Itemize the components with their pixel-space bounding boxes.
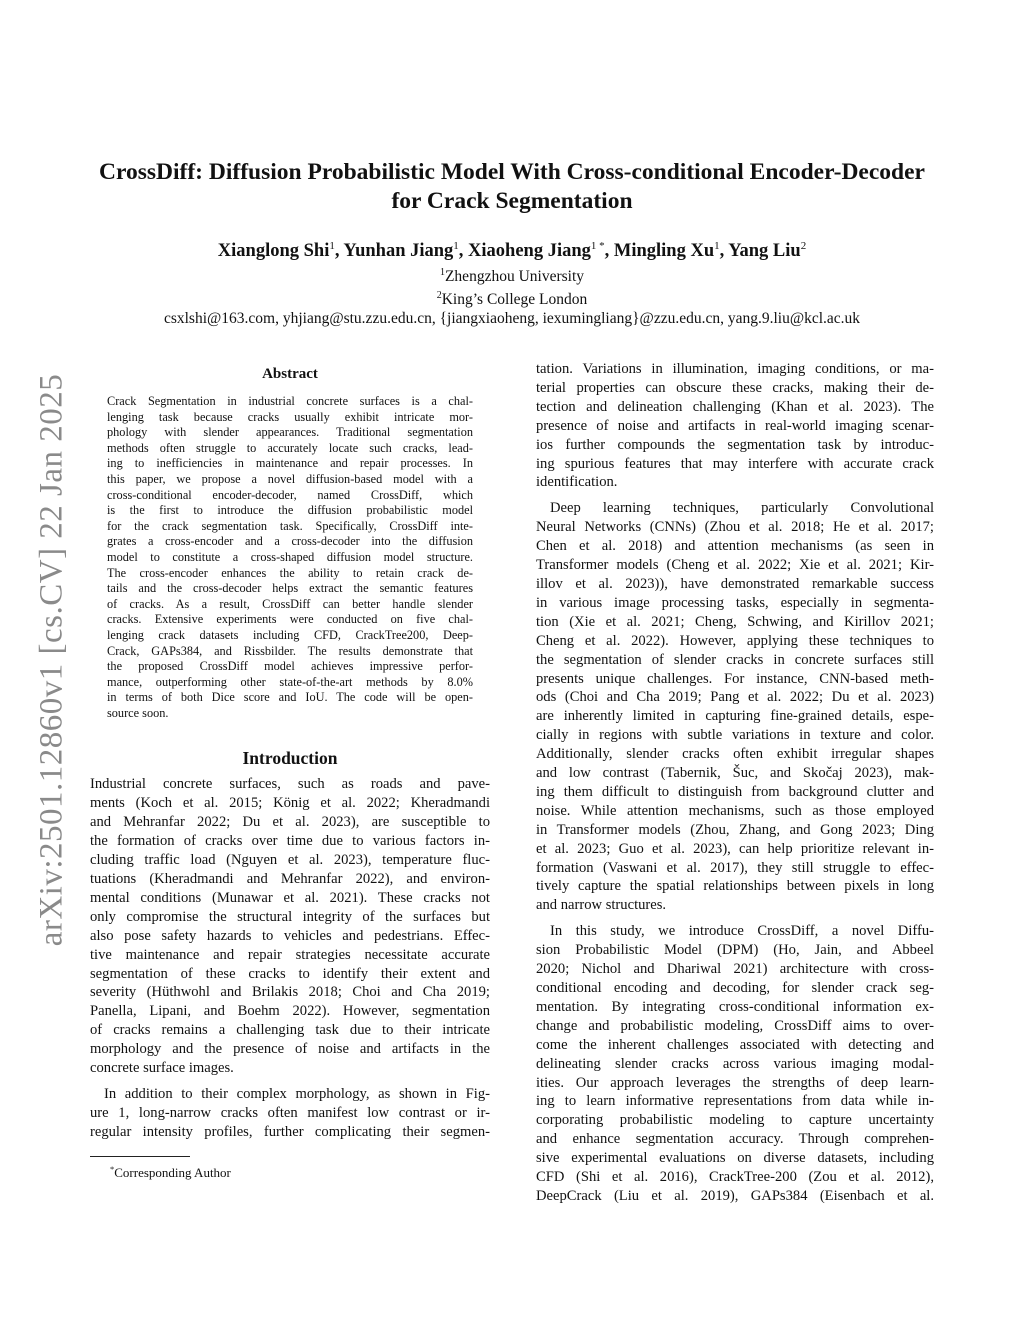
author-name: Yunhan Jiang	[343, 241, 454, 261]
text-line: tuations (Kheradmandi and Mehranfar 2022), and environ-	[90, 871, 490, 887]
text-line: mance, outperforming other state-of-the-art methods by 8.0%	[107, 674, 473, 689]
paper-title	[80, 158, 944, 216]
text-line: tection and delineation challenging (Khan et al. 2023). The	[536, 398, 934, 415]
text-line: ing spurious features that may interfere with accurate crack	[536, 455, 934, 472]
text-line: are inherently limited in capturing fine-grained details, espe-	[536, 708, 934, 725]
text-line: mental conditions (Munawar et al. 2021). These cracks not	[90, 889, 490, 906]
left-column-body	[90, 775, 490, 1141]
footnote-text: Corresponding Author	[114, 1165, 231, 1180]
author-emails: csxlshi@163.com, yhjiang@stu.zzu.edu.cn, {jiangxiaoheng, iexumingliang}@zzu.edu.cn, yang.9.liu@kcl.ac.uk	[163, 310, 861, 327]
text-line: 2020; Nichol and Dhariwal 2021) architecture with cross-	[536, 961, 934, 978]
introduction-heading: Introduction	[242, 748, 338, 769]
paragraph	[90, 775, 490, 1078]
text-line: presence of noise and artifacts in real-world imaging scenar-	[536, 417, 934, 434]
text-line: tive maintenance and repair strategies necessitate accurate	[90, 946, 490, 963]
text-line: is the first to introduce the diffusion probabilistic model	[107, 503, 473, 518]
text-line: ities. Our approach leverages the strengths of deep learn-	[536, 1074, 934, 1091]
abstract-heading: Abstract	[262, 366, 318, 382]
author-name: Mingling Xu	[613, 241, 715, 261]
abstract-body	[107, 394, 473, 721]
text-line: corporating probabilistic modeling to capture uncertainty	[536, 1112, 934, 1129]
author-name: Xiaoheng Jiang	[468, 241, 591, 261]
footnote	[110, 1161, 231, 1181]
text-line: source soon.	[107, 705, 169, 720]
text-line: cracks. Extensive experiments were conducted on five chal-	[107, 612, 473, 627]
text-line: phology with slender appearances. Traditional segmentation	[107, 425, 473, 440]
text-line: and low contrast (Tabernik, Šuc, and Skočaj 2023), mak-	[536, 765, 934, 782]
text-line: this paper, we propose a novel diffusion-based model with a	[107, 471, 473, 486]
title-line-2: for Crack Segmentation	[391, 188, 633, 214]
author-separator: ,	[334, 241, 344, 261]
text-line: ing them difficult to distinguish from background clutter and	[536, 783, 934, 800]
text-line: identification.	[536, 474, 618, 491]
text-line: morphology and the presence of noise and artifacts in the	[90, 1041, 490, 1058]
text-line: In addition to their complex morphology, as shown in Fig-	[104, 1085, 490, 1102]
author-affiliation-mark: 1	[329, 240, 335, 252]
text-line: CFD (Shi et al. 2016), CrackTree-200 (Zou et al. 2012),	[536, 1169, 934, 1186]
text-line: et al. 2023; Guo et al. 2023), can help prioritize relevant in-	[536, 840, 934, 857]
text-line: regular intensity profiles, further complicating their segmen-	[90, 1123, 490, 1140]
text-line: severity (Hüthwohl and Brilakis 2018; Choi and Cha 2019;	[90, 984, 490, 1001]
text-line: formation (Vaswani et al. 2017), they still struggle to effec-	[536, 859, 934, 876]
text-line: Crack, GAPs384, and Rissbilder. The results demonstrate that	[107, 643, 473, 658]
text-line: tation. Variations in illumination, imaging conditions, or ma-	[536, 361, 934, 377]
text-line: Crack Segmentation in industrial concrete surfaces is a chal-	[107, 394, 473, 408]
text-line: of cracks. As a result, CrossDiff can better handle slender	[107, 596, 473, 611]
text-line: mentation. By integrating cross-conditional information ex-	[536, 998, 934, 1015]
text-line: Panella, Lipani, and Boehm 2022). However, segmentation	[90, 1003, 490, 1020]
text-line: sive experimental evaluations on diverse datasets, including	[536, 1150, 934, 1167]
paragraph	[90, 1085, 490, 1142]
affiliations	[80, 263, 944, 328]
author-separator: ,	[458, 241, 469, 261]
affiliation-line	[80, 263, 944, 286]
text-line: Additionally, slender cracks often exhibit irregular shapes	[536, 746, 934, 763]
author-affiliation-mark: 2	[800, 240, 807, 252]
text-line: the formation of cracks over time due to various factors in-	[90, 833, 490, 850]
footnote-mark: *	[110, 1164, 115, 1174]
text-line: presents unique challenges. For instance, CNN-based meth-	[536, 670, 934, 687]
affiliation-mark: 1	[439, 267, 445, 278]
text-line: noise. While attention mechanisms, such as those employed	[536, 802, 934, 819]
author-affiliation-mark: 1	[453, 240, 459, 252]
text-line: segmentation of these cracks to identify their extent and	[90, 965, 490, 982]
left-column	[90, 364, 490, 1145]
author-list	[80, 234, 944, 263]
footnote-rule	[90, 1156, 190, 1157]
text-line: in Transformer models (Zhou, Zhang, and Gong 2023; Ding	[536, 821, 934, 838]
paragraph	[536, 922, 934, 1206]
text-line: terial properties can obscure these cracks, making their de-	[536, 379, 934, 396]
text-line: change and probabilistic modeling, CrossDiff aims to over-	[536, 1017, 934, 1034]
text-line: and Mehranfar 2022; Du et al. 2023), are susceptible to	[90, 814, 490, 831]
text-line: lenging crack datasets including CFD, CrackTree200, Deep-	[107, 627, 473, 642]
text-line: the segmentation of slender cracks in concrete surfaces still	[536, 651, 934, 668]
text-line: ing to learn informative representations from data while in-	[536, 1093, 934, 1110]
paragraph	[536, 360, 934, 492]
text-line: Industrial concrete surfaces, such as roads and pave-	[90, 776, 490, 793]
text-line: in various image processing tasks, especially in segmenta-	[536, 594, 934, 611]
author-affiliation-mark: 1	[714, 240, 720, 252]
text-line: DeepCrack (Liu et al. 2019), GAPs384 (Eisenbach et al.	[536, 1187, 934, 1204]
text-line: delineating slender cracks across various imaging modal-	[536, 1055, 934, 1072]
text-line: Deep learning techniques, particularly Convolutional	[550, 500, 934, 517]
text-line: lenging task because cracks usually exhibit intricate mor-	[107, 409, 473, 424]
text-line: the proposed CrossDiff model achieves impressive perfor-	[107, 659, 473, 674]
text-line: cially in regions with subtle variations in texture and color.	[536, 727, 934, 744]
text-line: in terms of both Dice score and IoU. The code will be open-	[107, 690, 473, 705]
text-line: come the inherent challenges associated with detecting and	[536, 1036, 934, 1053]
text-line: In this study, we introduce CrossDiff, a novel Diffu-	[550, 923, 934, 940]
text-line: illov et al. 2023)), have demonstrated remarkable success	[536, 575, 934, 592]
text-line: sion Probabilistic Model (DPM) (Ho, Jain, and Abbeel	[536, 942, 934, 959]
text-line: conditional encoding and decoding, for slender crack seg-	[536, 980, 934, 996]
paragraph	[536, 499, 934, 915]
text-line: ios further compounds the segmentation task by introduc-	[536, 436, 934, 453]
text-line: Cheng et al. 2022). However, applying these techniques to	[536, 632, 934, 649]
text-line: ments (Koch et al. 2015; König et al. 2022; Kheradmandi	[90, 795, 490, 812]
text-line: tails and the cross-decoder helps extract the semantic features	[107, 581, 473, 596]
arxiv-identifier-text: arXiv:2501.12860v1 [cs.CV] 22 Jan 2025	[33, 373, 70, 947]
text-line: grates a cross-encoder and a cross-decoder into the diffusion	[107, 534, 473, 549]
affiliation-line	[80, 286, 944, 309]
text-line: concrete surface images.	[90, 1060, 234, 1077]
text-line: methods often struggle to accurately locate such cracks, lead-	[107, 440, 473, 455]
text-line: ing to inefficiencies in maintenance and repair processes. In	[107, 456, 473, 471]
affiliation-mark: 2	[436, 290, 442, 301]
text-line: cross-conditional encoder-decoder, named CrossDiff, which	[107, 487, 473, 502]
text-line: cluding traffic load (Nguyen et al. 2023), temperature fluc-	[90, 852, 490, 869]
affiliation-name: King’s College London	[441, 291, 588, 308]
text-line: also pose safety hazards to vehicles and pedestrians. Effec-	[90, 927, 490, 944]
author-separator: ,	[719, 241, 729, 261]
author-name: Yang Liu	[728, 241, 801, 261]
text-line: Chen et al. 2018) and attention mechanisms (as seen in	[536, 538, 934, 555]
author-affiliation-mark: 1 *	[590, 240, 605, 252]
author-separator: ,	[604, 241, 614, 261]
text-line: of cracks remains a challenging task due to their intricate	[90, 1022, 490, 1039]
text-line: Transformer models (Cheng et al. 2022; Xie et al. 2021; Kir-	[536, 557, 934, 574]
text-line: The cross-encoder enhances the ability to retain crack de-	[107, 565, 473, 580]
text-line: tively capture the spatial relationships between pixels in long	[536, 878, 934, 895]
author-name: Xianglong Shi	[217, 241, 330, 261]
text-line: only compromise the structural integrity of the surfaces but	[90, 908, 490, 925]
right-column	[536, 360, 934, 1209]
text-line: model to constitute a cross-shaped diffusion model structure.	[107, 549, 473, 564]
title-line-1: CrossDiff: Diffusion Probabilistic Model With Cross-conditional Encoder-Decoder	[99, 159, 925, 185]
right-column-body	[536, 360, 934, 1206]
text-line: and enhance segmentation accuracy. Through comprehen-	[536, 1131, 934, 1148]
text-line: ure 1, long-narrow cracks often manifest low contrast or ir-	[90, 1104, 490, 1121]
text-line: Neural Networks (CNNs) (Zhou et al. 2018; He et al. 2017;	[536, 519, 934, 536]
text-line: tion (Xie et al. 2021; Cheng, Schwing, and Kirillov 2021;	[536, 613, 934, 630]
affiliation-name: Zhengzhou University	[444, 268, 585, 285]
text-line: and narrow structures.	[536, 897, 667, 914]
text-line: for the crack segmentation task. Specifically, CrossDiff inte-	[107, 518, 473, 533]
text-line: ods (Choi and Cha 2019; Pang et al. 2022; Du et al. 2023)	[536, 689, 934, 706]
